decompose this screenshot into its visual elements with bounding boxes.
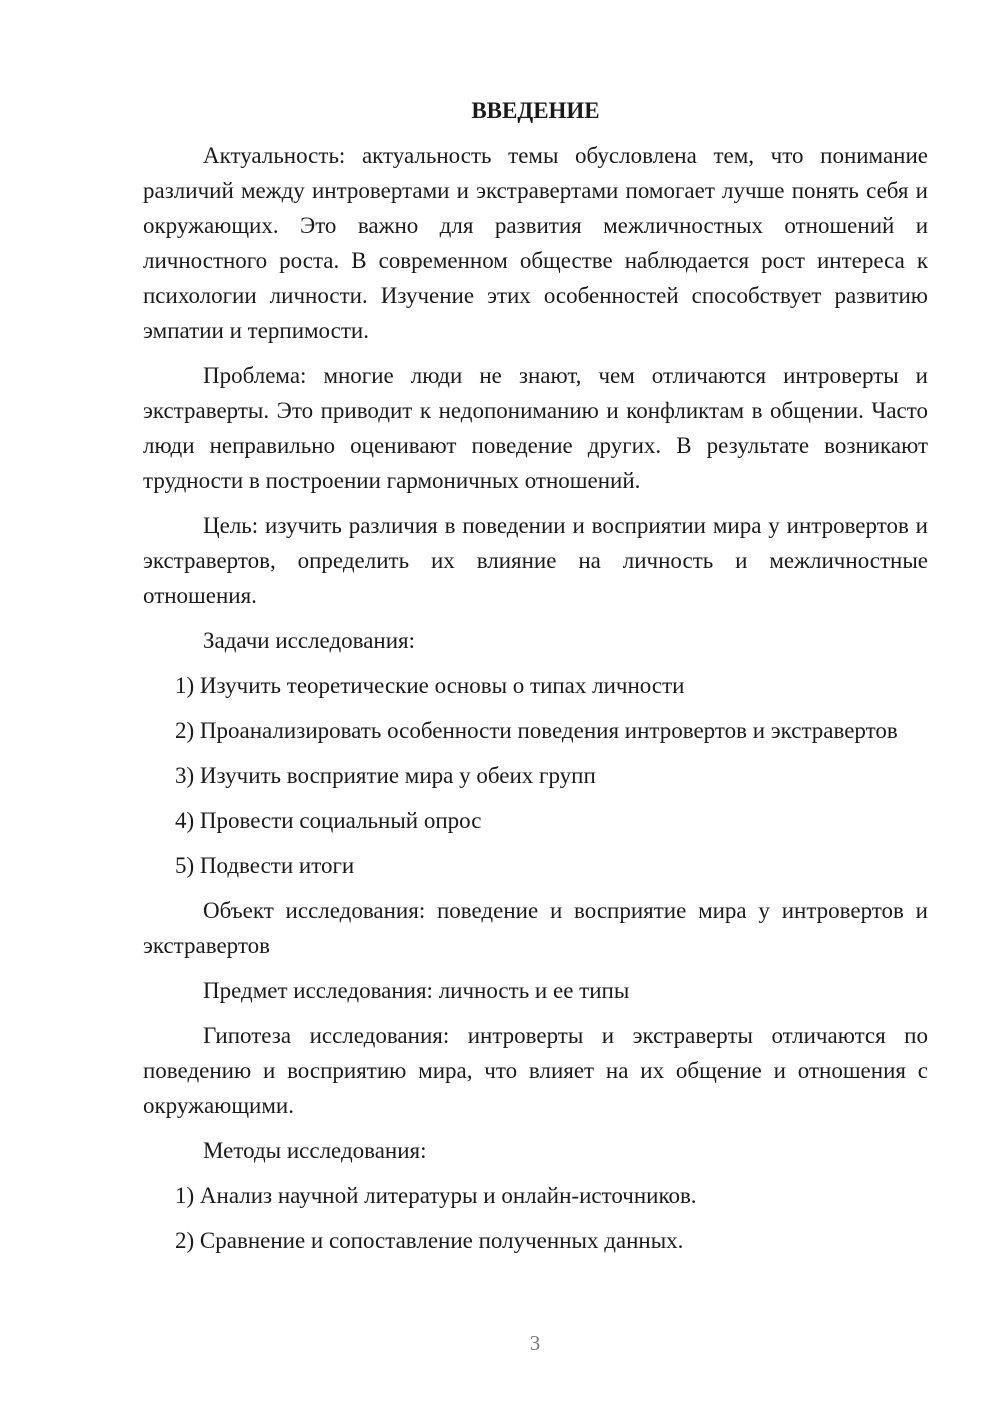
list-item: 4) Провести социальный опрос [175,808,482,833]
methods-heading: Методы исследования: [203,1138,427,1163]
page-title: ВВЕДЕНИЕ [471,98,600,123]
problem-paragraph: Проблема: многие люди не знают, чем отличаются интроверты и экстраверты. Это приводит к недопониманию и конфликтам в общении. Часто люди неправильно оценивают поведение других. В результате возникают трудности в построении гармоничных отношений. [143,363,928,493]
list-item: 3) Изучить восприятие мира у обеих групп [175,763,596,788]
tasks-heading: Задачи исследования: [203,628,416,653]
list-item: 1) Анализ научной литературы и онлайн-источников. [175,1183,697,1208]
page-number: 3 [529,1331,541,1355]
subject-paragraph: Предмет исследования: личность и ее типы [203,978,630,1003]
list-item: 1) Изучить теоретические основы о типах личности [175,673,685,698]
object-paragraph: Объект исследования: поведение и восприятие мира у интровертов и экстравертов [143,898,928,958]
list-item: 2) Проанализировать особенности поведения интровертов и экстравертов [175,718,898,743]
goal-paragraph: Цель: изучить различия в поведении и восприятии мира у интровертов и экстравертов, определить их влияние на личность и межличностные отношения. [143,513,928,608]
hypothesis-paragraph: Гипотеза исследования: интроверты и экстраверты отличаются по поведению и восприятию мира, что влияет на их общение и отношения с окружающими. [143,1023,928,1118]
relevance-paragraph: Актуальность: актуальность темы обусловлена тем, что понимание различий между интровертами и экстравертами помогает лучше понять себя и окружающих. Это важно для развития межличностных отношений и личностного роста. В современном обществе наблюдается рост интереса к психологии личности. Изучение этих особенностей способствует развитию эмпатии и терпимости. [143,143,928,343]
list-item: 2) Сравнение и сопоставление полученных данных. [175,1228,684,1253]
document-page [143,93,928,1268]
list-item: 5) Подвести итоги [175,853,355,878]
